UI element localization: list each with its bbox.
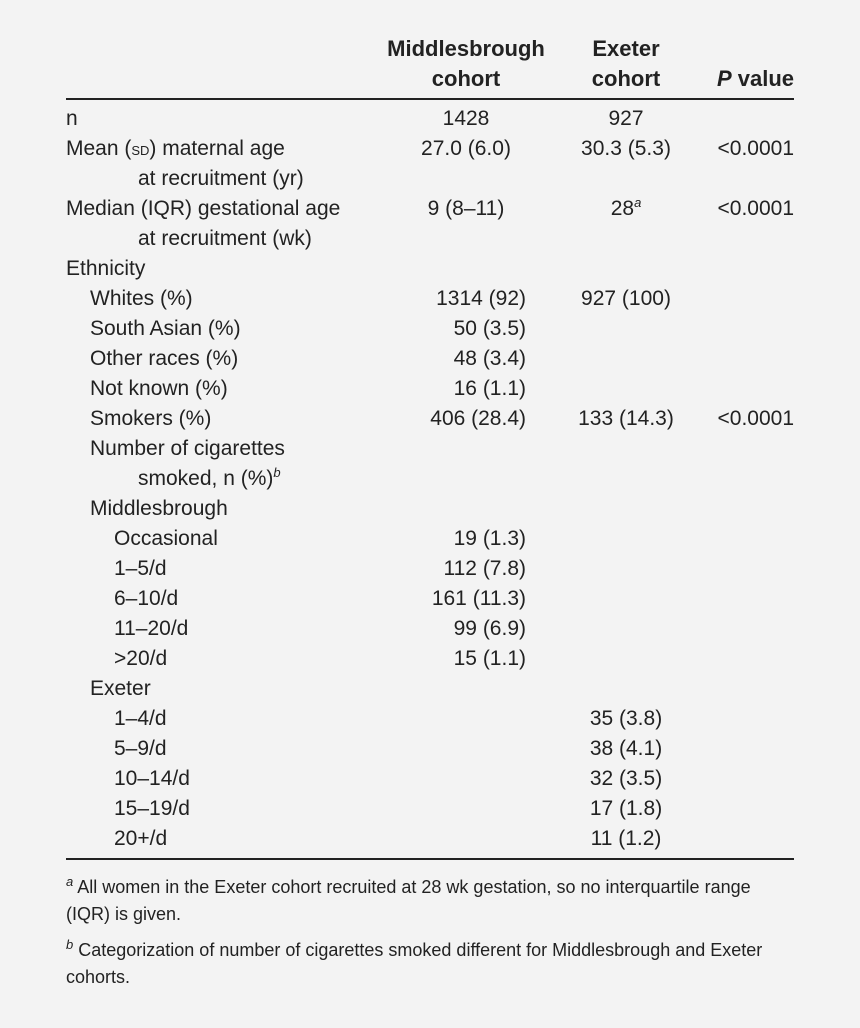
- footnote-a-mark: a: [66, 874, 74, 889]
- cell-middlesbrough: 1428: [442, 107, 490, 130]
- cell-exeter: 38 (4.1): [589, 737, 663, 760]
- table-header: [66, 34, 794, 100]
- table-row: [66, 704, 794, 734]
- row-label: 5–9/d: [114, 737, 167, 760]
- footnote-a-text: All women in the Exeter cohort recruited at 28 wk gestation, so no interquartile range (IQR) is given.: [66, 877, 751, 924]
- table-row: [66, 674, 794, 704]
- row-label: n: [66, 107, 78, 130]
- cell-exeter: 17 (1.8): [589, 797, 663, 820]
- cell-exeter: 11 (1.2): [590, 827, 662, 850]
- cell-p-value: <0.0001: [717, 197, 794, 220]
- row-label: at recruitment (yr): [138, 167, 304, 190]
- table-row: [66, 794, 794, 824]
- row-label: Occasional: [114, 527, 218, 550]
- row-label: smoked, n (%)$^b$: [138, 465, 281, 490]
- cell-middlesbrough: 406 (28.4): [430, 407, 526, 430]
- table-row: [66, 314, 794, 344]
- cell-p-value: <0.0001: [717, 407, 794, 430]
- row-label: 6–10/d: [114, 587, 179, 610]
- row-label: 15–19/d: [114, 797, 190, 820]
- table-row: [66, 134, 794, 164]
- cell-exeter: 35 (3.8): [589, 707, 663, 730]
- table-row: [66, 734, 794, 764]
- table-row: [66, 254, 794, 284]
- row-label: 10–14/d: [114, 767, 190, 790]
- table-row: [66, 824, 794, 854]
- table-row: [66, 614, 794, 644]
- cell-middlesbrough: 112 (7.8): [443, 557, 526, 580]
- cell-exeter: 30.3 (5.3): [581, 137, 671, 160]
- table-row: [66, 764, 794, 794]
- cell-middlesbrough: 27.0 (6.0): [421, 137, 511, 160]
- table-row: [66, 104, 794, 134]
- row-label: >20/d: [114, 647, 168, 670]
- cell-middlesbrough: 1314 (92): [436, 287, 526, 310]
- cell-middlesbrough: 9 (8–11): [427, 197, 505, 220]
- row-label: South Asian (%): [90, 317, 241, 340]
- cell-exeter: 32 (3.5): [589, 767, 663, 790]
- cell-exeter: 927: [608, 107, 644, 130]
- row-label: Other races (%): [90, 347, 239, 370]
- cell-exeter: 927 (100): [581, 287, 671, 310]
- table-row: [66, 554, 794, 584]
- cell-middlesbrough: 161 (11.3): [431, 587, 526, 610]
- row-label: Not known (%): [90, 377, 228, 400]
- table-row: [66, 374, 794, 404]
- table-row: [66, 284, 794, 314]
- header-p-value: P value: [716, 66, 794, 91]
- cell-middlesbrough: 50 (3.5): [453, 317, 526, 340]
- row-label: 1–4/d: [114, 707, 167, 730]
- cell-p-value: <0.0001: [717, 137, 794, 160]
- row-label: Whites (%): [90, 287, 193, 310]
- cell-exeter: 28$^a$: [610, 195, 642, 220]
- table-row: [66, 644, 794, 674]
- row-label: 11–20/d: [114, 617, 189, 640]
- cell-middlesbrough: 16 (1.1): [453, 377, 526, 400]
- footnote-b: [66, 937, 794, 991]
- row-label: Median (IQR) gestational age: [66, 197, 341, 220]
- cell-middlesbrough: 99 (6.9): [453, 617, 526, 640]
- table-row: [66, 524, 794, 554]
- row-label: Mean (sd) maternal age: [66, 137, 285, 160]
- cell-exeter: 133 (14.3): [578, 407, 674, 430]
- row-label: 20+/d: [114, 827, 168, 850]
- footnote-b-text: Categorization of number of cigarettes smoked different for Middlesbrough and Exeter cohorts.: [66, 940, 763, 987]
- cell-middlesbrough: 19 (1.3): [453, 527, 526, 550]
- table-row: [66, 434, 794, 464]
- table-row: [66, 344, 794, 374]
- row-label: Exeter: [90, 677, 151, 700]
- header-middlesbrough-cohort: Middlesbrough cohort: [387, 36, 545, 91]
- table-row: [66, 464, 794, 494]
- row-label: Smokers (%): [90, 407, 212, 430]
- footnote-b-mark: b: [66, 937, 74, 952]
- table-row: [66, 584, 794, 614]
- footnote-a: [66, 874, 794, 928]
- row-label: Number of cigarettes: [90, 437, 285, 460]
- row-label: Middlesbrough: [90, 497, 228, 520]
- table-row: [66, 194, 794, 224]
- row-label: 1–5/d: [114, 557, 167, 580]
- table-row: [66, 404, 794, 434]
- row-label: Ethnicity: [66, 257, 146, 280]
- row-label: at recruitment (wk): [138, 227, 312, 250]
- table-row: [66, 164, 794, 194]
- table-row: [66, 224, 794, 254]
- table-bottom-rule: [66, 858, 794, 860]
- header-exeter-cohort: Exeter cohort: [591, 36, 661, 91]
- cell-middlesbrough: 15 (1.1): [453, 647, 526, 670]
- table-row: [66, 494, 794, 524]
- cell-middlesbrough: 48 (3.4): [453, 347, 526, 370]
- table-body: [66, 104, 794, 854]
